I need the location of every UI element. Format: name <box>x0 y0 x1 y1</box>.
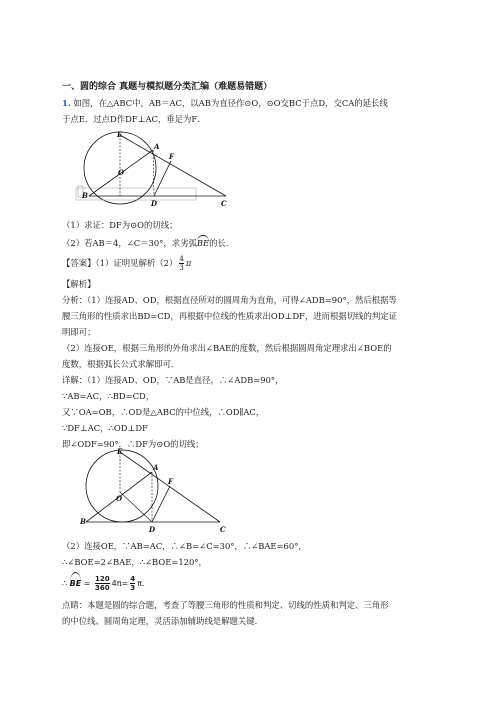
analysis-line-4: （2）连接OE，根据三角形的外角求出∠BAE的度数，然后根据圆周角定理求出∠BOE的 <box>62 343 392 353</box>
detail-line-4: ∵DF⊥AC，∴OD⊥DF <box>62 423 148 433</box>
label-f: F <box>169 152 174 161</box>
analysis-line-3: 明即可； <box>62 327 96 337</box>
margin-box-bottom <box>76 188 196 200</box>
label-e: E <box>117 447 123 456</box>
geometry-figure-2 <box>80 446 230 534</box>
label-a: A <box>154 142 160 151</box>
line-od <box>120 492 152 522</box>
circle-o <box>86 450 158 522</box>
fraction-120-360: $\frac{120}{360}$ <box>95 575 110 592</box>
detail-line-5: 即∠ODF=90°．∴DF为⊙O的切线； <box>62 439 204 449</box>
label-d: D <box>151 199 158 208</box>
line-df <box>154 161 171 196</box>
arc-length-formula: ∴ BE = $\frac{120}{360}$ 4π= $\frac{4}{3}$ π． <box>62 572 150 592</box>
problem-number: 1. <box>62 98 71 108</box>
problem-line-1 <box>62 97 388 109</box>
line-ec <box>120 452 220 522</box>
label-b: B <box>82 191 88 200</box>
solution2-line-1: （2）连接OE，∵AB=AC，∴∠B=∠C=30°，∴∠BAE=60°， <box>62 541 307 551</box>
arc-be-formula: BE <box>70 572 82 594</box>
answer-line: 【答案】（1）证明见解析（2） $\frac{4}{3}$ π <box>62 255 192 272</box>
line-ec <box>120 135 226 196</box>
analysis-label: 【解析】 <box>62 279 96 289</box>
label-c: C <box>221 199 227 208</box>
label-a: A <box>153 463 159 472</box>
label-o: O <box>118 168 125 177</box>
comment-line-2: 的中位线、圆周角定理，灵活添加辅助线是解题关键． <box>62 616 263 626</box>
analysis-line-5: 度数，根据弧长公式求解即可． <box>62 359 180 369</box>
label-c: C <box>220 525 226 534</box>
fraction-4-3: $\frac{4}{3}$ <box>130 575 136 592</box>
answer-label: 【答案】（1）证明见解析（2） <box>62 258 178 268</box>
label-e: E <box>117 130 123 139</box>
label-b: B <box>80 517 86 526</box>
arc-be: BE <box>197 235 209 249</box>
problem-text-1: 如图，在△ABC中，AB＝AC，以AB为直径作⊙O，⊙O交BC于点D，交CA的延长线 <box>73 98 388 108</box>
detail-line-1: 详解：（1）连接AD、OD，∵AB是直径，∴∠ADB=90°， <box>62 375 284 385</box>
question-1: （1）求证：DF为⊙O的切线； <box>62 220 178 230</box>
geometry-figure-1 <box>70 128 240 208</box>
label-o: O <box>116 494 123 503</box>
question-2: （2）若AB＝4，∠C＝30°，求劣弧BE的长． <box>62 235 234 249</box>
section-heading: 一、圆的综合 真题与模拟题分类汇编（难题易错题） <box>62 82 273 92</box>
detail-line-3: 又∵OA=OB，∴OD是△ABC的中位线，∴OD∥AC， <box>62 407 265 417</box>
answer-fraction: $\frac{4}{3}$ <box>179 255 184 272</box>
solution2-line-2: ∴∠BOE=2∠BAE，∴∠BOE=120°， <box>62 557 207 567</box>
line-df <box>152 486 170 522</box>
analysis-line-2: 腰三角形的性质求出BD=CD，再根据中位线的性质求出OD⊥DF，进而根据切线的判定证 <box>62 311 397 321</box>
analysis-line-1: 分析：（1）连接AD、OD，根据直径所对的圆周角为直角，可得∠ADB=90°，然后根据等 <box>62 295 397 305</box>
comment-line-1: 点睛：本题是圆的综合题，考查了等腰三角形的性质和判定、切线的性质和判定、三角形 <box>62 600 389 610</box>
label-d: D <box>149 525 156 534</box>
label-f: F <box>168 477 173 486</box>
problem-line-2: 于点E．过点D作DF⊥AC，垂足为F． <box>62 114 206 124</box>
detail-line-2: ∵AB=AC，∴BD=CD， <box>62 391 155 401</box>
